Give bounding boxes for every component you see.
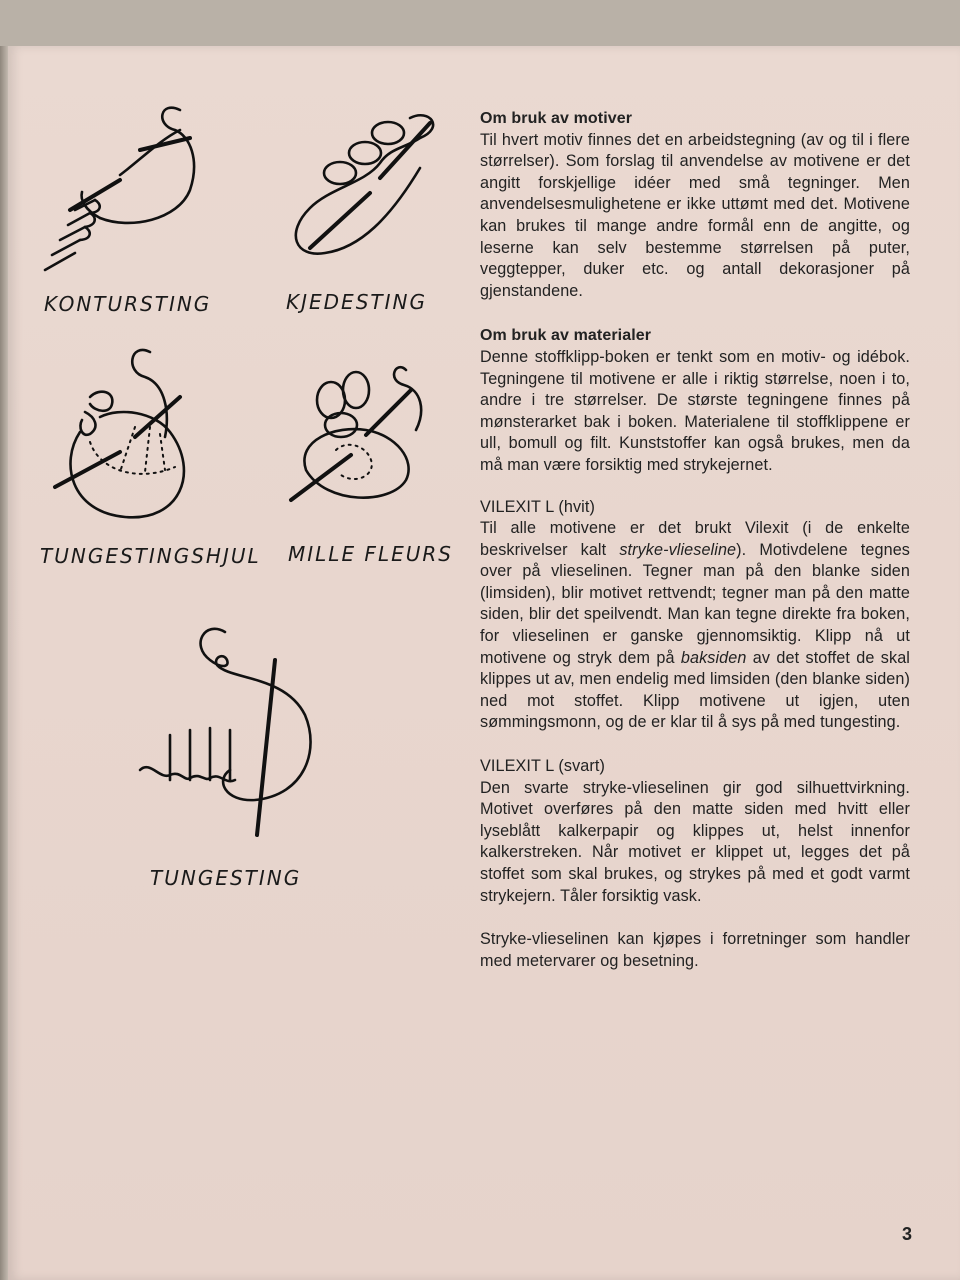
paragraph-vilexit-svart: Den svarte stryke-vlieselinen gir god silhuettvirkning. Motivet overføres på den matte siden med hvitt eller lyseblått kalkerpapir og klippes ut, helst innenfor kalkerstreken. Når motivet er klippet ut, legges det på stoffet som skal brukes, og strykes på med et godt varmt strykejern. Tåler forsiktig vask. xyxy=(480,778,910,905)
vilexit-hvit-text-2: ). Motivdelene tegnes over på vlieselinen. Tegner man på den blanke siden (limsiden), blir motivet rettvendt; tegner man på den matte siden, blir det speilvendt. Man kan tegne direkte fra boken, for vlieselinen er ganske gjennomsiktig. Klipp nå ut motivene og stryk dem på xyxy=(480,540,910,667)
mille-fleurs-illustration xyxy=(286,360,456,520)
kontursting-illustration xyxy=(40,100,220,280)
tungesting-illustration xyxy=(135,620,325,840)
paragraph-materialer: Denne stoffklipp-boken er tenkt som en motiv- og idébok. Tegningene til motivene er alle i riktig størrelse, noen i to, andre i tre størrelser. De største tegningene finnes på mønsterarket bak i boken. Materialene til stoffklippene er ull, bomull og filt. Kunststoffer kan også brukes, men da må man være forsiktig med strykejernet. xyxy=(480,347,910,474)
vilexit-hvit-italic-1: stryke-vlieseline xyxy=(619,540,737,559)
vilexit-hvit-text-1: Til alle motivene er det brukt Vilexit (i de enkelte beskrivelser kalt xyxy=(480,519,910,559)
paragraph-motiver: Til hvert motiv finnes det en arbeidstegning (av og til i flere størrelser). Som forslag til anvendelse av motivene er det angitt forskjellige idéer med små tegninger. Men anvendelsesmulighetene er ikke uttømt med det. Motivene kan brukes til mange andre formål enn de angitte, og leserne kan selv bestemme størrelsen på puter, veggtepper, duker etc. og antall dekorasjoner på gjenstandene. xyxy=(480,130,910,300)
vilexit-hvit-italic-2: baksiden xyxy=(680,648,747,667)
page-number: 3 xyxy=(902,1224,913,1244)
heading-vilexit-svart: VILEXIT L (svart) xyxy=(480,757,605,776)
paragraph-closing: Stryke-vlieselinen kan kjøpes i forretninger som handler med metervarer og besetning. xyxy=(480,930,910,970)
label-kontursting: KONTURSTING xyxy=(44,292,212,316)
heading-vilexit-hvit: VILEXIT L (hvit) xyxy=(480,497,595,516)
heading-motiver: Om bruk av motiver xyxy=(480,110,633,127)
text-column xyxy=(480,108,910,972)
label-kjedesting: KJEDESTING xyxy=(286,290,427,314)
label-tungestingshjul: TUNGESTINGSHJUL xyxy=(40,544,261,568)
paragraph-vilexit-hvit xyxy=(480,518,910,734)
heading-materialer: Om bruk av materialer xyxy=(480,327,652,345)
label-tungesting: TUNGESTING xyxy=(150,866,302,890)
label-mille-fleurs: MILLE FLEURS xyxy=(288,542,453,566)
tungestingshjul-illustration xyxy=(40,342,220,532)
vilexit-hvit-text-3: av det stoffet de skal klippes ut av, men endelig med limsiden (den blanke siden) ned mot stoffet. Klipp motivene ut igjen, uten sømmingsmonn, og de er klar til å sys på med tungesting. xyxy=(480,648,910,732)
kjedesting-illustration xyxy=(270,108,460,278)
